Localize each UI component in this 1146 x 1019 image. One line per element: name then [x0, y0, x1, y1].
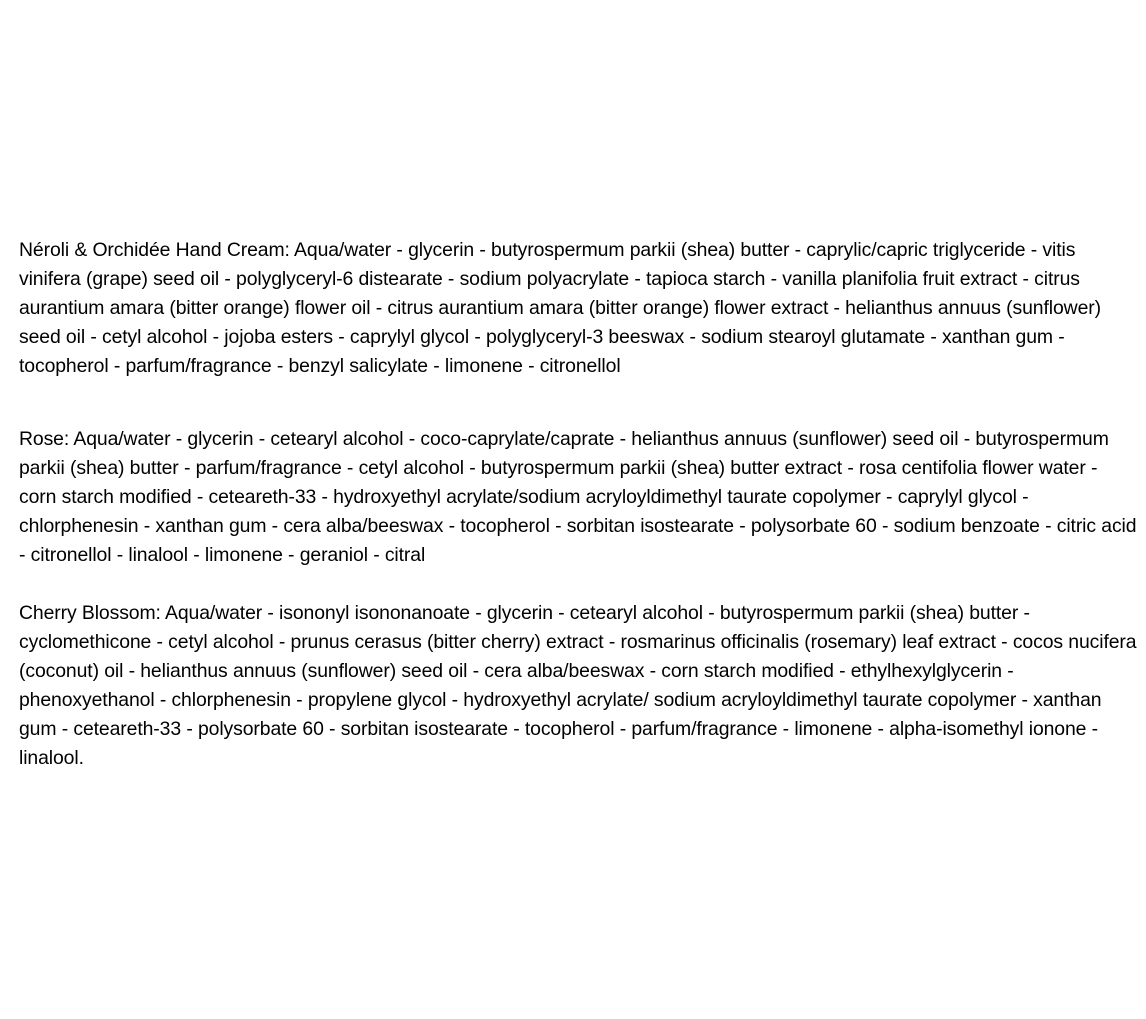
neroli-orchidee-ingredients-paragraph: Néroli & Orchidée Hand Cream: Aqua/water - glycerin - butyrospermum parkii (shea) butter - caprylic/capric triglyceride - vitis vinifera (grape) seed oil - polyglyceryl-6 distearate - sodium polyacrylate - tapioca starch - vanilla planifolia fruit extract - citrus aurantium amara (bitter orange) flower oil - citrus aurantium amara (bitter orange) flower extract - helianthus annuus (sunflower) seed oil - cetyl alcohol - jojoba esters - caprylyl glycol - polyglyceryl-3 beeswax - sodium stearoyl glutamate - xanthan gum - tocopherol - parfum/fragrance - benzyl salicylate - limonene - citronellol — [19, 239, 1101, 377]
cherry-blossom-ingredients-paragraph: Cherry Blossom: Aqua/water - isononyl isononanoate - glycerin - cetearyl alcohol - butyrospermum parkii (shea) butter - cyclomethicone - cetyl alcohol - prunus cerasus (bitter cherry) extract - rosmarinus officinalis (rosemary) leaf extract - cocos nucifera (coconut) oil - helianthus annuus (sunflower) seed oil - cera alba/beeswax - corn starch modified - ethylhexylglycerin - phenoxyethanol - chlorphenesin - propylene glycol - hydroxyethyl acrylate/ sodium acryloyldimethyl taurate copolymer - xanthan gum - ceteareth-33 - polysorbate 60 - sorbitan isostearate - tocopherol - parfum/fragrance - limonene - alpha-isomethyl ionone - linalool. — [19, 602, 1137, 769]
rose-ingredients-paragraph: Rose: Aqua/water - glycerin - cetearyl alcohol - coco-caprylate/caprate - helianthus annuus (sunflower) seed oil - butyrospermum parkii (shea) butter - parfum/fragrance - cetyl alcohol - butyrospermum parkii (shea) butter extract - rosa centifolia flower water - corn starch modified - ceteareth-33 - hydroxyethyl acrylate/sodium acryloyldimethyl taurate copolymer - caprylyl glycol - chlorphenesin - xanthan gum - cera alba/beeswax - tocopherol - sorbitan isostearate - polysorbate 60 - sodium benzoate - citric acid - citronellol - linalool - limonene - geraniol - citral — [19, 428, 1137, 566]
ingredients-document — [19, 236, 1137, 773]
